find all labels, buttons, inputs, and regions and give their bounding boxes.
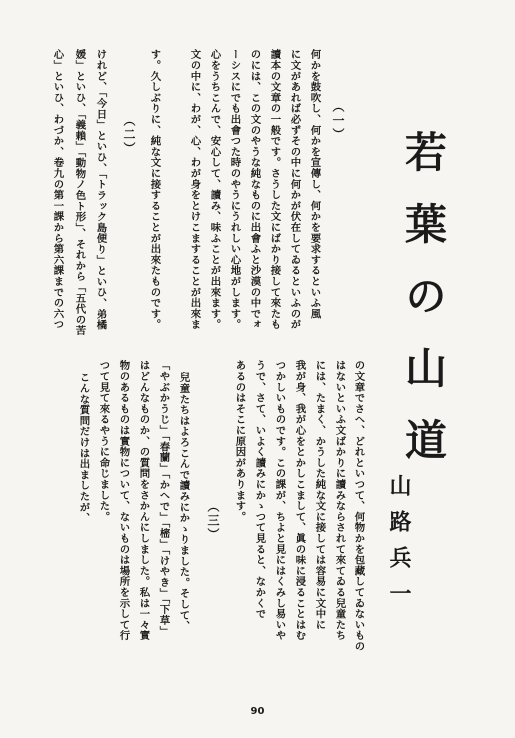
- section-heading-3: （三）: [206, 500, 220, 542]
- text-line: に文があれば必ずその中に何かが伏在してゐるといふのが: [288, 49, 301, 330]
- text-line: 心をうちこんで、安心して、讀み、味ふことが出來ます。: [208, 49, 221, 330]
- text-line: 我が身、我が心をとかしこまして、眞の味に浸ることはむ: [293, 360, 306, 641]
- text-line: けれど、「今日」といひ、「トラック島便り」といひ、弟橘: [94, 49, 107, 331]
- text-line: あるのはそこに原因があります。: [233, 360, 246, 522]
- text-line: には、たまく、かうした純な文に接しては容易に文中に: [313, 360, 326, 630]
- text-line: 物のあるものは實物について、ないものは場所を示して行: [117, 360, 130, 641]
- author-name: 山路兵一: [386, 474, 412, 618]
- text-line: こんな質問だけは出ましたが、: [77, 372, 90, 524]
- page-number: 90: [250, 706, 265, 717]
- text-line: つて見て來るやうに命じました。: [97, 360, 110, 522]
- text-line: ーシスにでも出會つた時のやうにうれしい心地がします。: [228, 49, 241, 330]
- text-line: 文の中に、わが、心、わが身をとけこますることが出來ま: [188, 49, 201, 330]
- text-line: す。久しぶりに、純な文に接することが出來たものです。: [148, 49, 161, 330]
- text-line: はどんなものか、の質問をさかんにしました。私は一々實: [137, 360, 150, 641]
- text-line: 心」といひ、わづか、卷九の第一課から第六課までの六つ: [51, 49, 64, 330]
- text-line: の文章でさへ、どれといつて、何物かを包藏してゐないもの: [352, 360, 365, 652]
- text-line: のには、この文のやうな純なものに出會ふと沙漠の中でォ: [248, 49, 261, 330]
- text-line: 「やぶかうじ」「春蘭」「かへで」「樒」「けやき」「下草」: [157, 360, 170, 637]
- text-line: つかしいものです。この課が、ちよと見にはくみし易いや: [273, 360, 286, 641]
- text-line: 媛」といひ、「義賴」「動物ノ色ト形」、それから「五代の苦: [73, 49, 86, 336]
- text-line: うで、さて、いよく讀みにかゝつて見ると、なかくで: [253, 360, 266, 620]
- text-line: はないといふ文ばかりに讀みならされて來てゐる兒童たち: [333, 360, 346, 641]
- article-title: 若葉の山道: [399, 130, 448, 490]
- text-line: 讀本の文章の一般です。さうした文にばかり接して來たも: [268, 49, 281, 330]
- text-line: 兒童たちはよろこんで讀みにかゝりました。そして、: [177, 372, 190, 632]
- section-heading-1: （一）: [331, 100, 345, 142]
- section-heading-2: （二）: [122, 114, 136, 156]
- text-line: 何かを鼓吹し、何かを宣傳し、何かを要求するといふ風: [308, 49, 321, 319]
